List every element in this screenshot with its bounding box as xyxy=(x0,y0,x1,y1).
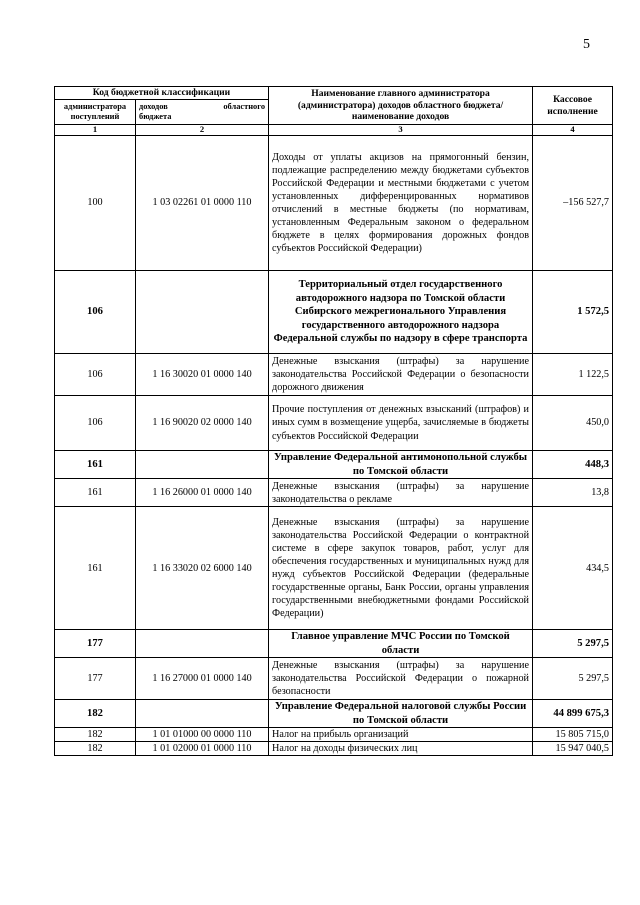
amount: 15 947 040,5 xyxy=(533,742,613,756)
table-row xyxy=(55,136,613,271)
table-row xyxy=(55,396,613,451)
header-admin: администратора поступлений xyxy=(55,100,136,125)
income-code: 1 16 33020 02 6000 140 xyxy=(136,507,269,630)
income-code: 1 16 27000 01 0000 140 xyxy=(136,658,269,700)
admin-code: 106 xyxy=(55,271,136,354)
col-num-1: 1 xyxy=(55,125,136,136)
table-row xyxy=(55,479,613,507)
table-row xyxy=(55,658,613,700)
col-num-2: 2 xyxy=(136,125,269,136)
income-code xyxy=(136,630,269,658)
table-row xyxy=(55,271,613,354)
table-row xyxy=(55,354,613,396)
amount: 1 122,5 xyxy=(533,354,613,396)
income-code: 1 03 02261 01 0000 110 xyxy=(136,136,269,271)
admin-code: 161 xyxy=(55,507,136,630)
income-name: Главное управление МЧС России по Томской области xyxy=(269,630,533,658)
amount: 1 572,5 xyxy=(533,271,613,354)
amount: 450,0 xyxy=(533,396,613,451)
admin-code: 106 xyxy=(55,354,136,396)
amount: 15 805 715,0 xyxy=(533,728,613,742)
admin-code: 182 xyxy=(55,742,136,756)
header-income-left: доходов xyxy=(139,102,168,112)
header-income-right: областного xyxy=(223,102,266,112)
table-row xyxy=(55,700,613,728)
income-code xyxy=(136,271,269,354)
table-row xyxy=(55,507,613,630)
income-name: Прочие поступления от денежных взысканий (штрафов) и иных сумм в возмещение ущерба, зачисляемые в бюджеты субъектов Российской Федерации xyxy=(269,396,533,451)
header-name: Наименование главного администратора (администратора) доходов областного бюджета/ наименование доходов xyxy=(269,87,533,125)
header-amount: Кассовое исполнение xyxy=(533,87,613,125)
amount: –156 527,7 xyxy=(533,136,613,271)
page-number: 5 xyxy=(583,37,590,52)
admin-code: 161 xyxy=(55,479,136,507)
income-name: Денежные взыскания (штрафы) за нарушение законодательства Российской Федерации о пожарной безопасности xyxy=(269,658,533,700)
admin-code: 182 xyxy=(55,728,136,742)
amount: 5 297,5 xyxy=(533,658,613,700)
admin-code: 177 xyxy=(55,658,136,700)
amount: 448,3 xyxy=(533,451,613,479)
income-name: Денежные взыскания (штрафы) за нарушение законодательства Российской Федерации о безопасности дорожного движения xyxy=(269,354,533,396)
income-name: Денежные взыскания (штрафы) за нарушение законодательства о рекламе xyxy=(269,479,533,507)
admin-code: 161 xyxy=(55,451,136,479)
income-code: 1 16 30020 01 0000 140 xyxy=(136,354,269,396)
amount: 13,8 xyxy=(533,479,613,507)
table-row xyxy=(55,728,613,742)
income-code: 1 16 90020 02 0000 140 xyxy=(136,396,269,451)
header-income xyxy=(136,100,269,125)
table-row xyxy=(55,742,613,756)
col-num-3: 3 xyxy=(269,125,533,136)
income-code: 1 01 02000 01 0000 110 xyxy=(136,742,269,756)
admin-code: 100 xyxy=(55,136,136,271)
income-name: Управление Федеральной антимонопольной службы по Томской области xyxy=(269,451,533,479)
table-row xyxy=(55,451,613,479)
income-code: 1 01 01000 00 0000 110 xyxy=(136,728,269,742)
header-kbk: Код бюджетной классификации xyxy=(55,87,269,100)
income-name: Доходы от уплаты акцизов на прямогонный бензин, подлежащие распределению между бюджетами субъектов Российской Федерации и местными бюджетами с учетом установленных дифференцированных нормативов отчислений в местные бюджеты (по нормативам, установленным Федеральным законом о федеральном бюджете в целях формирования дорожных фондов субъектов Российской Федерации) xyxy=(269,136,533,271)
income-name: Управление Федеральной налоговой службы России по Томской области xyxy=(269,700,533,728)
income-name: Налог на доходы физических лиц xyxy=(269,742,533,756)
admin-code: 182 xyxy=(55,700,136,728)
admin-code: 106 xyxy=(55,396,136,451)
income-name: Денежные взыскания (штрафы) за нарушение законодательства Российской Федерации о контрактной системе в сфере закупок товаров, работ, услуг для обеспечения государственных и муниципальных нужд для нужд субъектов Российской Федерации (федеральные государственные органы, Банк России, органы управления государственными внебюджетными фондами Российской Федерации) xyxy=(269,507,533,630)
income-name: Территориальный отдел государственного автодорожного надзора по Томской области Сибирского межрегионального Управления государственного автодорожного надзора Федеральной службы по надзору в сфере транспорта xyxy=(269,271,533,354)
income-name: Налог на прибыль организаций xyxy=(269,728,533,742)
income-code: 1 16 26000 01 0000 140 xyxy=(136,479,269,507)
amount: 434,5 xyxy=(533,507,613,630)
budget-revenue-table xyxy=(54,86,613,756)
col-num-4: 4 xyxy=(533,125,613,136)
header-income-last: бюджета xyxy=(139,112,172,121)
table-row xyxy=(55,630,613,658)
amount: 44 899 675,3 xyxy=(533,700,613,728)
income-code xyxy=(136,451,269,479)
amount: 5 297,5 xyxy=(533,630,613,658)
admin-code: 177 xyxy=(55,630,136,658)
income-code xyxy=(136,700,269,728)
